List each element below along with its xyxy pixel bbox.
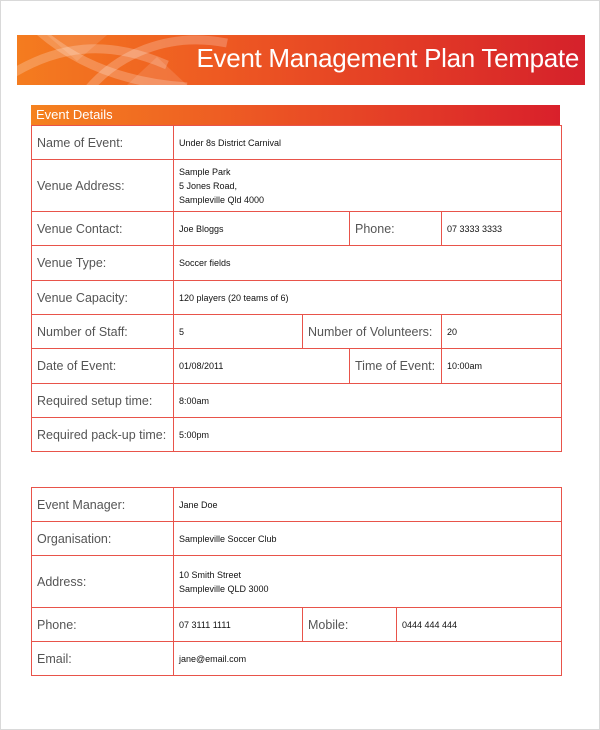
table-row — [32, 212, 562, 246]
event-date-value: 01/08/2011 — [174, 349, 350, 384]
manager-value: Jane Doe — [174, 488, 562, 522]
venue-address-line: Sample Park — [179, 166, 231, 177]
venue-type-label: Venue Type: — [32, 246, 174, 281]
event-time-label: Time of Event: — [350, 349, 442, 384]
event-name-label: Name of Event: — [32, 126, 174, 160]
venue-address-value — [174, 160, 562, 212]
event-name-value: Under 8s District Carnival — [174, 126, 562, 160]
packup-time-value: 5:00pm — [174, 418, 562, 452]
address-value — [174, 556, 562, 608]
table-row — [32, 608, 562, 642]
table-row — [32, 556, 562, 608]
table-row — [32, 315, 562, 349]
staff-value: 5 — [174, 315, 303, 349]
table-row — [32, 522, 562, 556]
venue-address-line: Sampleville Qld 4000 — [179, 194, 265, 205]
manager-phone-value: 07 3111 1111 — [174, 608, 303, 642]
setup-time-value: 8:00am — [174, 384, 562, 418]
table-row — [32, 160, 562, 212]
venue-contact-value: Joe Bloggs — [174, 212, 350, 246]
manager-mobile-label: Mobile: — [303, 608, 397, 642]
organisation-value: Sampleville Soccer Club — [174, 522, 562, 556]
address-line: Sampleville QLD 3000 — [179, 583, 269, 594]
table-row — [32, 349, 562, 384]
address-line: 10 Smith Street — [179, 569, 242, 580]
event-time-value: 10:00am — [442, 349, 562, 384]
staff-label: Number of Staff: — [32, 315, 174, 349]
table-row — [32, 418, 562, 452]
organisation-label: Organisation: — [32, 522, 174, 556]
manager-phone-label: Phone: — [32, 608, 174, 642]
event-details-heading: Event Details — [31, 105, 560, 125]
venue-type-value: Soccer fields — [174, 246, 562, 281]
venue-capacity-value: 120 players (20 teams of 6) — [174, 281, 562, 315]
email-label: Email: — [32, 642, 174, 676]
table-row — [32, 488, 562, 522]
volunteers-label: Number of Volunteers: — [303, 315, 442, 349]
event-details-table — [31, 125, 562, 452]
manager-mobile-value: 0444 444 444 — [397, 608, 562, 642]
event-manager-table — [31, 487, 562, 676]
table-row — [32, 246, 562, 281]
venue-address-label: Venue Address: — [32, 160, 174, 212]
document-title: Event Management Plan Tempate — [196, 43, 579, 73]
address-label: Address: — [32, 556, 174, 608]
table-row — [32, 642, 562, 676]
venue-capacity-label: Venue Capacity: — [32, 281, 174, 315]
volunteers-value: 20 — [442, 315, 562, 349]
venue-contact-label: Venue Contact: — [32, 212, 174, 246]
event-date-label: Date of Event: — [32, 349, 174, 384]
manager-label: Event Manager: — [32, 488, 174, 522]
venue-address-line: 5 Jones Road, — [179, 180, 238, 191]
table-row — [32, 384, 562, 418]
email-value: jane@email.com — [174, 642, 562, 676]
setup-time-label: Required setup time: — [32, 384, 174, 418]
title-banner — [17, 35, 585, 85]
packup-time-label: Required pack-up time: — [32, 418, 174, 452]
table-row — [32, 281, 562, 315]
table-row — [32, 126, 562, 160]
venue-phone-label: Phone: — [350, 212, 442, 246]
venue-phone-value: 07 3333 3333 — [442, 212, 562, 246]
